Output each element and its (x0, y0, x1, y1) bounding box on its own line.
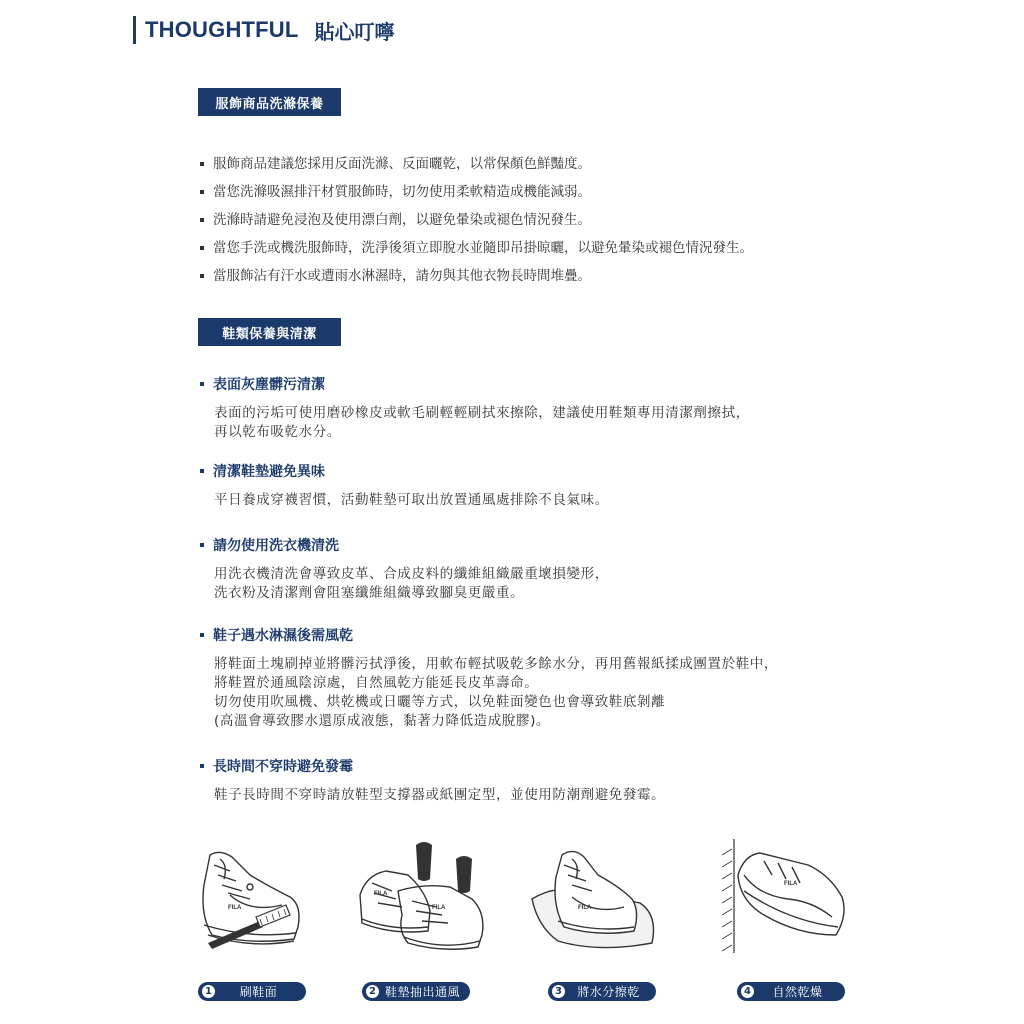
care-title-row (200, 535, 900, 555)
bullet-text: 當您洗滌吸濕排汗材質服飾時，切勿使用柔軟精造成機能減弱。 (213, 184, 591, 200)
shoe-brand-text: FILA (784, 881, 798, 887)
step-3-label (548, 982, 656, 1001)
list-item (200, 150, 753, 178)
care-line: 鞋子長時間不穿時請放鞋型支撐器或紙團定型，並使用防潮劑避免發霉。 (214, 787, 666, 803)
step-1-label (198, 982, 306, 1001)
bullet-square-icon (200, 246, 204, 250)
shoe-brand-text: FILA (374, 891, 388, 897)
care-item-wet-drying (200, 625, 900, 731)
bullet-text: 服飾商品建議您採用反面洗滌、反面曬乾，以常保顏色鮮豔度。 (213, 156, 591, 172)
header-title-zh: 貼心叮嚀 (314, 19, 395, 44)
shoe-brand-text: FILA (432, 905, 446, 911)
apparel-care-list (200, 150, 753, 290)
list-item (200, 262, 753, 290)
care-body (214, 655, 900, 731)
care-line: 切勿使用吹風機、烘乾機或日曬等方式，以免鞋面變色也會導致鞋底剝離 (214, 694, 666, 710)
wipe-dry-icon (528, 835, 668, 955)
care-line: 用洗衣機清洗會導致皮革、合成皮料的纖維組織嚴重壞損變形， (214, 566, 609, 582)
care-line: 再以乾布吸乾水分。 (214, 424, 341, 440)
page-header (133, 16, 395, 44)
step-label-text: 鞋墊抽出通風 (385, 985, 461, 999)
care-title-row (200, 374, 900, 394)
bullet-square-icon (200, 633, 204, 637)
step-4-label (737, 982, 845, 1001)
care-line: 表面的污垢可使用磨砂橡皮或軟毛刷輕輕刷拭來擦除，建議使用鞋類專用清潔劑擦拭， (214, 405, 750, 421)
care-body (214, 404, 900, 442)
step-number-icon: 4 (741, 985, 754, 998)
bullet-square-icon (200, 382, 204, 386)
care-title: 鞋子遇水淋濕後需風乾 (213, 628, 353, 644)
care-title: 表面灰塵髒污清潔 (213, 377, 325, 393)
care-line: 平日養成穿襪習慣，活動鞋墊可取出放置通風處排除不良氣味。 (214, 492, 609, 508)
list-item (200, 178, 753, 206)
step-number-icon: 3 (552, 985, 565, 998)
care-item-mold-prevention (200, 756, 900, 805)
care-item-insole (200, 461, 900, 510)
brush-icon (208, 905, 290, 949)
list-item (200, 206, 753, 234)
care-title: 長時間不穿時避免發霉 (213, 759, 353, 775)
care-body (214, 786, 900, 805)
bullet-square-icon (200, 162, 204, 166)
care-title: 請勿使用洗衣機清洗 (213, 538, 339, 554)
natural-drying-icon (708, 835, 848, 955)
list-item (200, 234, 753, 262)
care-title: 清潔鞋墊避免異味 (213, 464, 325, 480)
bullet-text: 洗滌時請避免浸泡及使用漂白劑，以避免暈染或褪色情況發生。 (213, 212, 591, 228)
insole-right-icon (456, 856, 472, 893)
care-item-dust-cleaning (200, 374, 900, 442)
bullet-text: 當服飾沾有汗水或遭雨水淋濕時，請勿與其他衣物長時間堆疊。 (213, 268, 591, 284)
shoe-brushing-icon (190, 835, 330, 955)
insole-left-icon (416, 842, 432, 881)
bullet-square-icon (200, 764, 204, 768)
step-label-text: 刷鞋面 (239, 985, 278, 999)
insole-airing-icon (352, 835, 492, 955)
care-item-no-washing-machine (200, 535, 900, 603)
care-line: 洗衣粉及清潔劑會阻塞纖維組織導致腳臭更嚴重。 (214, 585, 525, 601)
care-line: (高溫會導致膠水還原成液態，黏著力降低造成脫膠)。 (214, 713, 551, 729)
care-line: 將鞋面土塊刷掉並將髒污拭淨後，用軟布輕拭吸乾多餘水分，再用舊報紙揉成團置於鞋中， (214, 656, 778, 672)
step-2-label (362, 982, 470, 1001)
bullet-square-icon (200, 274, 204, 278)
bullet-square-icon (200, 543, 204, 547)
care-title-row (200, 625, 900, 645)
header-title-en: THOUGHTFUL (145, 17, 299, 42)
bullet-text: 當您手洗或機洗服飾時，洗淨後須立即脫水並隨即吊掛晾曬，以避免暈染或褪色情況發生。 (213, 240, 753, 256)
shoe-brand-text: FILA (228, 905, 242, 911)
care-title-row (200, 756, 900, 776)
section-badge-apparel-care: 服飾商品洗滌保養 (198, 88, 341, 116)
bullet-square-icon (200, 190, 204, 194)
shoe-brand-text: FILA (578, 905, 592, 911)
bullet-square-icon (200, 469, 204, 473)
care-body (214, 565, 900, 603)
bullet-square-icon (200, 218, 204, 222)
step-label-text: 自然乾燥 (772, 985, 823, 999)
care-line: 將鞋置於通風陰涼處，自然風乾方能延長皮革壽命。 (214, 675, 539, 691)
care-title-row (200, 461, 900, 481)
step-number-icon: 1 (202, 985, 215, 998)
care-body (214, 491, 900, 510)
step-number-icon: 2 (366, 985, 379, 998)
step-label-text: 將水分擦乾 (577, 985, 640, 999)
section-badge-shoe-care: 鞋類保養與清潔 (198, 318, 341, 346)
